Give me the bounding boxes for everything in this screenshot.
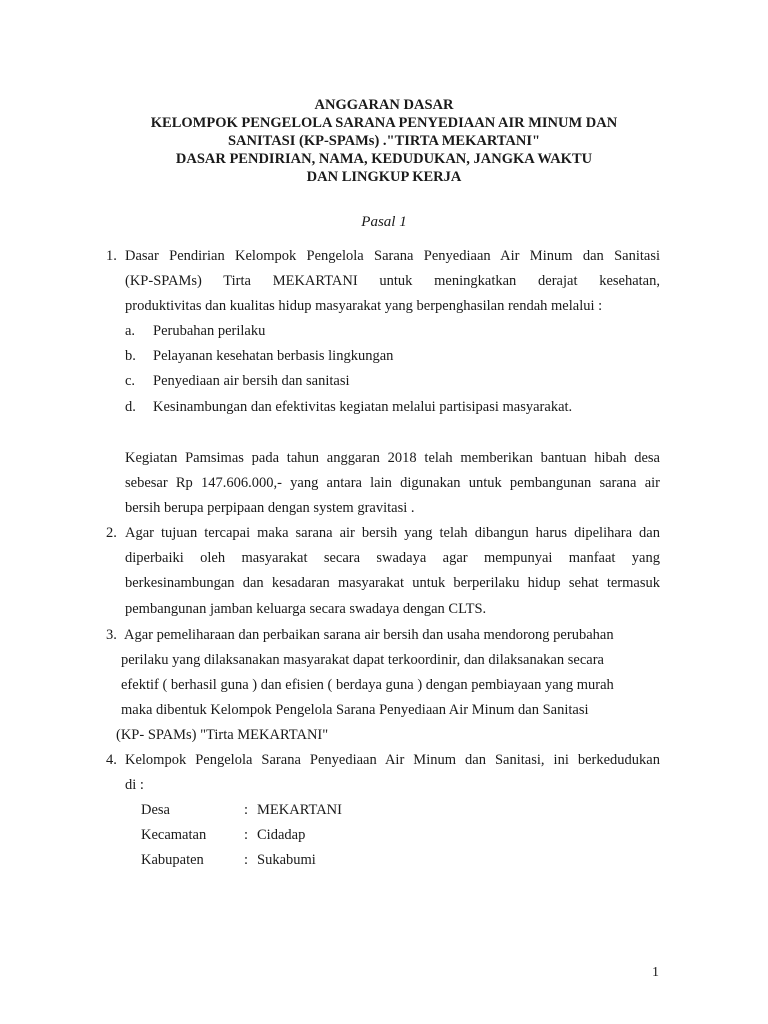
item-1-line-2: (KP-SPAMs) Tirta MEKARTANI untuk meningkatkan derajat kesehatan,: [125, 273, 660, 289]
item-3-line-4: maka dibentuk Kelompok Pengelola Sarana Penyediaan Air Minum dan Sanitasi: [121, 702, 589, 718]
title-line-1: ANGGARAN DASAR: [314, 97, 454, 113]
item-1-line-3: produktivitas dan kualitas hidup masyarakat yang berpenghasilan rendah melalui :: [125, 298, 603, 314]
title-line-4: DASAR PENDIRIAN, NAMA, KEDUDUKAN, JANGKA WAKTU: [175, 151, 593, 167]
location-kabupaten-label: Kabupaten: [141, 852, 204, 868]
item-2-line-3: berkesinambungan dan kesadaran masyarakat untuk berperilaku hidup sehat termasuk: [125, 575, 660, 591]
item-1-line-1: Dasar Pendirian Kelompok Pengelola Sarana Penyediaan Air Minum dan Sanitasi: [125, 248, 660, 264]
sub-b-letter: b.: [125, 348, 136, 364]
pasal-heading: Pasal 1: [361, 214, 407, 230]
item-4-line-1: Kelompok Pengelola Sarana Penyediaan Air Minum dan Sanitasi, ini berkedudukan: [125, 752, 660, 768]
sub-a-letter: a.: [125, 323, 136, 339]
item-1-number: 1.: [106, 248, 117, 264]
location-desa-label: Desa: [141, 802, 170, 818]
item-2-line-1: Agar tujuan tercapai maka sarana air bersih yang telah dibangun harus dipelihara dan: [125, 525, 660, 541]
page-number: 1: [652, 965, 659, 980]
sub-a-text: Perubahan perilaku: [153, 323, 266, 339]
location-kecamatan-label: Kecamatan: [141, 827, 207, 843]
item-1-para-1: Kegiatan Pamsimas pada tahun anggaran 2018 telah memberikan bantuan hibah desa: [125, 450, 660, 466]
title-line-2: KELOMPOK PENGELOLA SARANA PENYEDIAAN AIR MINUM DAN: [150, 115, 618, 131]
location-kabupaten-value: Sukabumi: [257, 852, 316, 868]
sub-c-text: Penyediaan air bersih dan sanitasi: [153, 373, 350, 389]
location-kecamatan-sep: :: [244, 827, 249, 843]
item-2-line-4: pembangunan jamban keluarga secara swadaya dengan CLTS.: [125, 601, 487, 617]
item-3-line-2: perilaku yang dilaksanakan masyarakat dapat terkoordinir, dan dilaksanakan secara: [121, 652, 604, 668]
sub-c-letter: c.: [125, 373, 136, 389]
title-line-5: DAN LINGKUP KERJA: [306, 169, 462, 185]
title-line-3: SANITASI (KP-SPAMs) ."TIRTA MEKARTANI": [227, 133, 541, 149]
sub-b-text: Pelayanan kesehatan berbasis lingkungan: [153, 348, 394, 364]
document-title: [100, 96, 668, 186]
item-3-line-1: Agar pemeliharaan dan perbaikan sarana air bersih dan usaha mendorong perubahan: [124, 627, 614, 643]
sub-d-letter: d.: [125, 399, 136, 415]
item-3-line-3: efektif ( berhasil guna ) dan efisien ( berdaya guna ) dengan pembiayaan yang murah: [121, 677, 614, 693]
sub-d-text: Kesinambungan dan efektivitas kegiatan melalui partisipasi masyarakat.: [153, 399, 573, 415]
location-kecamatan-value: Cidadap: [257, 827, 306, 843]
item-2-line-2: diperbaiki oleh masyarakat secara swadaya agar mempunyai manfaat yang: [125, 550, 660, 566]
item-2-number: 2.: [106, 525, 117, 541]
location-desa-sep: :: [244, 802, 249, 818]
item-1-para-3: bersih berupa perpipaan dengan system gravitasi .: [125, 500, 415, 516]
location-desa-value: MEKARTANI: [257, 802, 342, 818]
item-1-para-2: sebesar Rp 147.606.000,- yang antara lain digunakan untuk pembangunan sarana air: [125, 475, 660, 491]
item-4-line-2: di :: [125, 777, 144, 793]
item-4-number: 4.: [106, 752, 117, 768]
item-3-number: 3.: [106, 627, 117, 643]
item-3-line-5: (KP- SPAMs) "Tirta MEKARTANI": [116, 727, 329, 743]
location-kabupaten-sep: :: [244, 852, 249, 868]
